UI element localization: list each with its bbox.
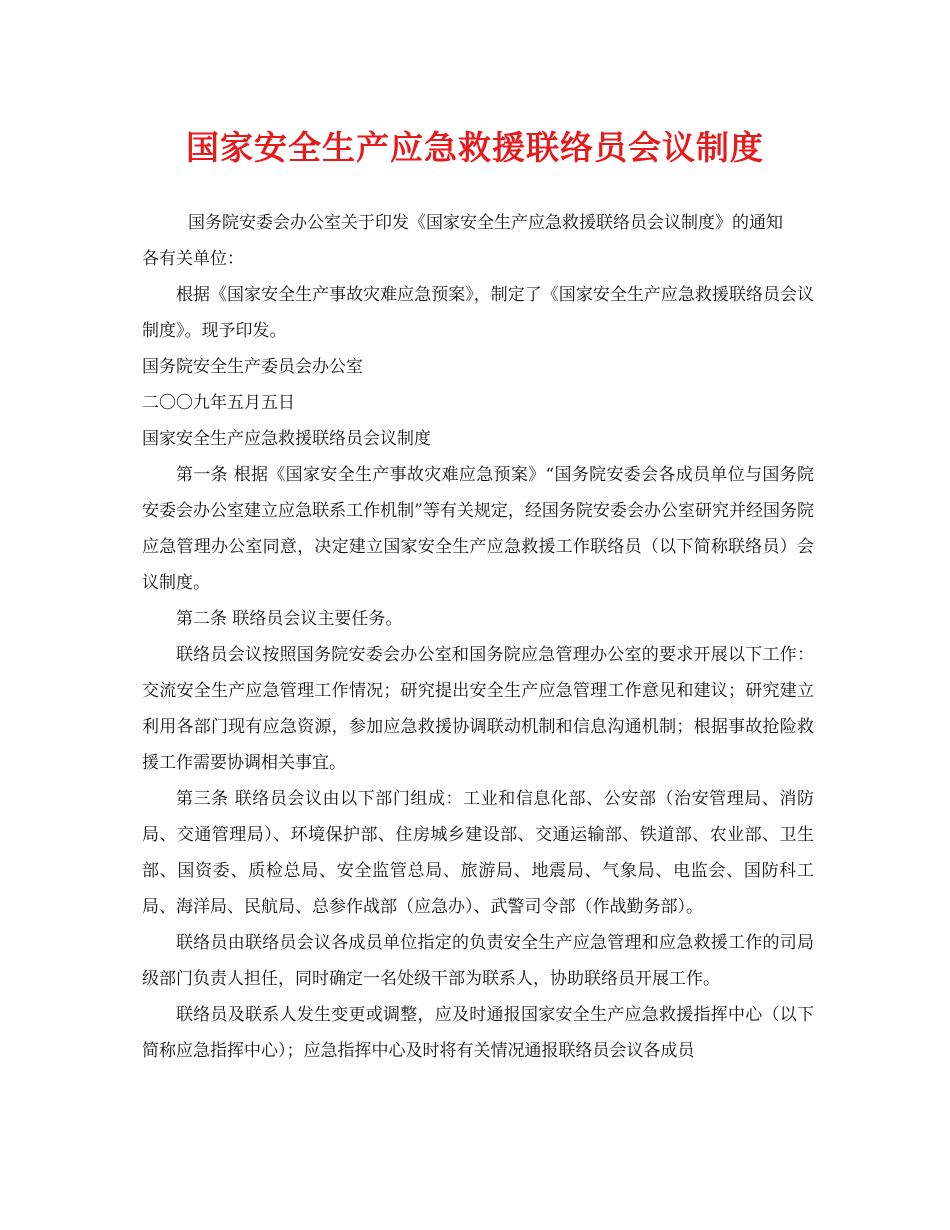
document-title: 国家安全生产应急救援联络员会议制度 xyxy=(186,128,764,167)
article-1: 第一条 根据《国家安全生产事故灾难应急预案》“国务院安委会各成员单位与国务院安委会办公室建立应急联系工作机制”等有关规定，经国务院安委会办公室研究并经国务院应急管理办公室同意，决定建立国家安全生产应急救援工作联络员（以下简称联络员）会议制度。 xyxy=(142,465,814,593)
salutation: 各有关单位： xyxy=(142,249,244,269)
regulation-title: 国家安全生产应急救援联络员会议制度 xyxy=(142,429,431,449)
issuer: 国务院安全生产委员会办公室 xyxy=(142,357,363,377)
article-2: 第二条 联络员会议主要任务。 xyxy=(176,609,403,629)
article-2-detail: 联络员会议按照国务院安委会办公室和国务院应急管理办公室的要求开展以下工作：交流安全生产应急管理工作情况；研究提出安全生产应急管理工作意见和建议；研究建立利用各部门现有应急资源，参加应急救援协调联动机制和信息沟通机制；根据事故抢险救援工作需要协调相关事宜。 xyxy=(142,645,814,773)
issue-date: 二〇〇九年五月五日 xyxy=(142,393,295,413)
notice-heading: 国务院安委会办公室关于印发《国家安全生产应急救援联络员会议制度》的通知 xyxy=(188,213,783,233)
article-3-liaison: 联络员由联络员会议各成员单位指定的负责安全生产应急管理和应急救援工作的司局级部门负责人担任，同时确定一名处级干部为联系人，协助联络员开展工作。 xyxy=(142,933,814,989)
article-3: 第三条 联络员会议由以下部门组成：工业和信息化部、公安部（治安管理局、消防局、交通管理局）、环境保护部、住房城乡建设部、交通运输部、铁道部、农业部、卫生部、国资委、质检总局、安全监管总局、旅游局、地震局、气象局、电监会、国防科工局、海洋局、民航局、总参作战部（应急办）、武警司令部（作战勤务部）。 xyxy=(142,789,814,917)
article-3-changes: 联络员及联系人发生变更或调整，应及时通报国家安全生产应急救援指挥中心（以下简称应急指挥中心）；应急指挥中心及时将有关情况通报联络员会议各成员 xyxy=(142,1005,814,1061)
document-body xyxy=(142,205,814,1069)
notice-body: 根据《国家安全生产事故灾难应急预案》，制定了《国家安全生产应急救援联络员会议制度》。现予印发。 xyxy=(142,285,814,341)
